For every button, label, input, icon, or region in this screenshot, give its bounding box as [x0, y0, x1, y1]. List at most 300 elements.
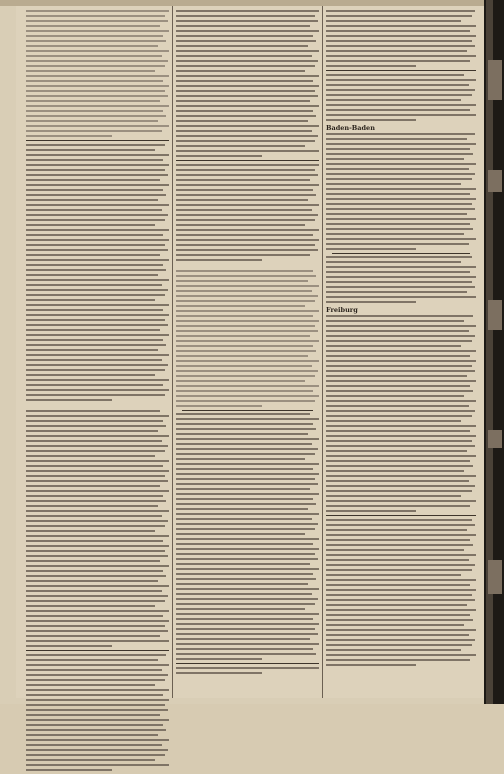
text-line	[326, 238, 476, 240]
text-line	[326, 470, 464, 472]
text-line	[26, 154, 169, 156]
column-right	[326, 10, 476, 669]
text-line	[26, 505, 158, 507]
text-line	[26, 654, 166, 656]
text-line	[326, 60, 470, 62]
text-line	[326, 609, 476, 611]
text-line	[326, 659, 470, 661]
text-line	[326, 301, 416, 303]
text-line	[26, 575, 166, 577]
text-line	[326, 45, 475, 47]
text-line	[176, 558, 318, 560]
text-line	[326, 198, 476, 200]
text-line	[326, 261, 461, 263]
text-line	[26, 339, 163, 341]
text-line	[176, 50, 319, 52]
text-line	[176, 229, 319, 231]
text-line	[326, 173, 475, 175]
section-rule	[26, 140, 169, 141]
text-line	[176, 244, 315, 246]
text-line	[26, 379, 169, 381]
text-line	[326, 559, 469, 561]
text-line	[26, 279, 169, 281]
text-line	[326, 65, 416, 67]
text-line	[176, 75, 319, 77]
text-line	[26, 704, 165, 706]
text-line	[26, 95, 168, 97]
text-line	[176, 608, 305, 610]
text-line	[26, 234, 163, 236]
place-heading: Baden-Baden	[326, 124, 375, 132]
scan-binding-edge	[484, 0, 504, 704]
text-line	[176, 463, 319, 465]
text-line	[26, 120, 158, 122]
text-line	[26, 394, 165, 396]
text-line	[176, 385, 319, 387]
text-line	[176, 224, 305, 226]
text-line	[26, 565, 169, 567]
newspaper-page	[16, 6, 484, 698]
text-line	[326, 99, 461, 101]
text-line	[176, 380, 305, 382]
text-line	[326, 74, 464, 76]
text-line	[26, 674, 168, 676]
text-line	[26, 440, 162, 442]
text-line	[176, 239, 319, 241]
text-line	[176, 355, 308, 357]
text-line	[26, 759, 155, 761]
text-line	[326, 15, 472, 17]
text-line	[176, 493, 319, 495]
text-line	[26, 530, 155, 532]
text-line	[326, 574, 461, 576]
text-line	[326, 350, 476, 352]
text-line	[26, 729, 166, 731]
text-line	[26, 699, 169, 701]
text-line	[176, 330, 318, 332]
text-line	[326, 440, 472, 442]
text-line	[326, 218, 476, 220]
text-line	[26, 610, 169, 612]
text-line	[176, 478, 315, 480]
text-line	[176, 428, 316, 430]
text-line	[26, 204, 169, 206]
text-line	[176, 468, 313, 470]
text-line	[176, 300, 315, 302]
section-rule	[326, 515, 476, 516]
text-line	[176, 295, 318, 297]
column-middle	[176, 10, 319, 677]
text-line	[326, 335, 475, 337]
text-line	[26, 80, 163, 82]
text-line	[26, 319, 165, 321]
text-line	[326, 599, 475, 601]
text-line	[176, 35, 313, 37]
text-line	[326, 649, 461, 651]
text-line	[26, 684, 155, 686]
text-line	[176, 598, 318, 600]
text-line	[326, 163, 476, 165]
text-line	[176, 184, 319, 186]
text-line	[26, 359, 162, 361]
text-line	[326, 619, 473, 621]
text-line	[26, 40, 166, 42]
text-line	[176, 145, 305, 147]
text-line	[26, 209, 162, 211]
text-line	[326, 465, 473, 467]
text-line	[326, 325, 476, 327]
text-line	[326, 614, 470, 616]
text-line	[176, 15, 315, 17]
text-line	[176, 638, 310, 640]
text-line	[26, 264, 163, 266]
text-line	[326, 271, 470, 273]
text-line	[176, 423, 313, 425]
text-line	[26, 50, 169, 52]
text-line	[26, 590, 162, 592]
text-line	[326, 604, 467, 606]
text-line	[176, 219, 315, 221]
text-line	[176, 648, 313, 650]
text-line	[326, 475, 476, 477]
text-line	[176, 290, 312, 292]
text-line	[326, 203, 472, 205]
text-line	[326, 485, 475, 487]
text-line	[176, 653, 316, 655]
text-line	[326, 490, 472, 492]
text-line	[326, 296, 476, 298]
text-line	[176, 70, 305, 72]
text-line	[26, 525, 165, 527]
text-line	[176, 623, 319, 625]
text-line	[26, 560, 160, 562]
text-line	[26, 90, 165, 92]
text-line	[26, 445, 168, 447]
text-line	[176, 254, 310, 256]
text-line	[26, 299, 155, 301]
text-line	[26, 520, 168, 522]
text-line	[176, 40, 316, 42]
text-line	[176, 672, 262, 674]
text-line	[176, 538, 319, 540]
text-line	[326, 188, 476, 190]
text-line	[26, 645, 112, 647]
text-line	[26, 749, 168, 751]
text-line	[176, 25, 310, 27]
text-line	[326, 634, 469, 636]
text-line	[326, 133, 475, 135]
text-line	[176, 563, 310, 565]
text-line	[326, 281, 472, 283]
text-line	[326, 370, 475, 372]
text-line	[176, 568, 319, 570]
text-line	[326, 178, 472, 180]
text-line	[326, 89, 475, 91]
text-line	[326, 223, 470, 225]
text-line	[326, 153, 473, 155]
text-line	[176, 528, 315, 530]
text-line	[26, 45, 158, 47]
text-line	[26, 254, 160, 256]
text-line	[176, 365, 312, 367]
text-line	[26, 679, 165, 681]
text-line	[26, 25, 160, 27]
text-line	[176, 325, 315, 327]
text-line	[326, 554, 476, 556]
text-line	[26, 304, 169, 306]
text-line	[26, 144, 165, 146]
text-line	[26, 384, 163, 386]
text-line	[176, 209, 312, 211]
text-line	[26, 294, 165, 296]
text-line	[26, 199, 158, 201]
text-line	[26, 485, 160, 487]
text-line	[176, 10, 319, 12]
text-line	[26, 435, 169, 437]
text-line	[176, 110, 313, 112]
text-line	[326, 233, 464, 235]
text-line	[176, 214, 318, 216]
text-line	[326, 654, 476, 656]
column-rule	[322, 6, 323, 698]
text-line	[176, 155, 262, 157]
text-line	[26, 374, 155, 376]
text-line	[176, 588, 319, 590]
text-line	[176, 335, 310, 337]
text-line	[176, 573, 313, 575]
text-line	[176, 280, 308, 282]
text-line	[176, 390, 313, 392]
text-line	[26, 580, 158, 582]
text-line	[176, 164, 319, 166]
text-line	[26, 244, 165, 246]
text-line	[26, 399, 112, 401]
text-line	[326, 213, 467, 215]
text-line	[326, 168, 469, 170]
text-line	[326, 360, 476, 362]
text-line	[26, 595, 168, 597]
text-line	[26, 110, 163, 112]
text-line	[26, 334, 169, 336]
text-line	[26, 15, 165, 17]
text-line	[176, 30, 319, 32]
text-line	[176, 189, 313, 191]
text-line	[326, 544, 473, 546]
text-line	[26, 100, 160, 102]
text-line	[26, 739, 169, 741]
text-line	[326, 639, 475, 641]
text-line	[176, 395, 319, 397]
text-line	[176, 169, 315, 171]
text-line	[326, 564, 475, 566]
text-line	[26, 470, 169, 472]
text-line	[326, 400, 476, 402]
text-line	[176, 305, 305, 307]
text-line	[26, 689, 169, 691]
text-line	[326, 445, 475, 447]
text-line	[26, 550, 165, 552]
section-rule	[176, 663, 319, 664]
text-line	[176, 553, 315, 555]
text-line	[26, 164, 169, 166]
text-line	[176, 633, 318, 635]
column-rule	[172, 6, 173, 698]
text-line	[26, 425, 166, 427]
text-line	[326, 183, 461, 185]
text-line	[176, 179, 310, 181]
text-line	[26, 430, 158, 432]
text-line	[326, 193, 470, 195]
text-line	[326, 410, 475, 412]
text-line	[26, 500, 166, 502]
text-line	[176, 65, 315, 67]
text-line	[26, 369, 165, 371]
text-line	[326, 430, 470, 432]
text-line	[26, 354, 169, 356]
text-line	[176, 270, 313, 272]
text-line	[176, 503, 316, 505]
text-line	[26, 754, 165, 756]
text-line	[26, 314, 169, 316]
text-line	[26, 214, 168, 216]
text-line	[26, 555, 168, 557]
text-line	[326, 584, 470, 586]
text-line	[326, 455, 476, 457]
text-line	[176, 438, 319, 440]
text-line	[26, 125, 169, 127]
text-line	[26, 344, 166, 346]
text-line	[176, 370, 318, 372]
text-line	[176, 418, 319, 420]
text-line	[26, 450, 165, 452]
text-line	[326, 340, 472, 342]
text-line	[326, 119, 416, 121]
text-line	[26, 724, 163, 726]
text-line	[326, 420, 461, 422]
text-line	[176, 80, 313, 82]
text-line	[176, 135, 318, 137]
text-line	[26, 585, 169, 587]
text-line	[26, 135, 112, 137]
text-line	[326, 355, 470, 357]
text-line	[26, 620, 169, 622]
text-line	[176, 583, 308, 585]
text-line	[326, 138, 467, 140]
text-line	[326, 539, 470, 541]
text-line	[26, 480, 168, 482]
text-line	[26, 669, 162, 671]
text-line	[176, 603, 315, 605]
text-line	[26, 364, 168, 366]
text-line	[176, 618, 313, 620]
text-line	[176, 340, 319, 342]
text-line	[326, 589, 476, 591]
text-line	[326, 158, 464, 160]
text-line	[176, 613, 319, 615]
text-line	[326, 320, 464, 322]
text-line	[326, 109, 470, 111]
text-line	[26, 769, 112, 771]
text-line	[26, 615, 163, 617]
text-line	[326, 519, 472, 521]
text-line	[26, 640, 169, 642]
text-line	[26, 10, 169, 12]
text-line	[176, 405, 262, 407]
text-line	[26, 130, 162, 132]
text-line	[326, 405, 469, 407]
text-line	[326, 385, 470, 387]
text-line	[326, 143, 476, 145]
text-line	[26, 460, 169, 462]
text-line	[326, 510, 416, 512]
text-line	[326, 315, 473, 317]
text-line	[26, 249, 168, 251]
text-line	[176, 259, 262, 261]
text-line	[26, 269, 166, 271]
text-line	[326, 114, 476, 116]
text-line	[176, 498, 313, 500]
text-line	[26, 35, 163, 37]
text-line	[326, 40, 472, 42]
text-line	[326, 208, 475, 210]
text-line	[326, 94, 472, 96]
text-line	[26, 30, 169, 32]
section-rule	[176, 160, 319, 161]
text-line	[26, 239, 169, 241]
text-line	[26, 490, 169, 492]
text-line	[326, 524, 475, 526]
text-line	[176, 150, 319, 152]
text-line	[26, 169, 165, 171]
text-line	[26, 105, 169, 107]
text-line	[326, 425, 476, 427]
text-line	[176, 413, 310, 415]
text-line	[26, 289, 168, 291]
text-line	[26, 194, 166, 196]
text-line	[326, 228, 473, 230]
text-line	[326, 148, 470, 150]
text-line	[26, 475, 165, 477]
text-line	[326, 569, 472, 571]
text-line	[26, 605, 155, 607]
text-line	[26, 284, 162, 286]
text-line	[326, 664, 416, 666]
text-line	[326, 549, 464, 551]
text-line	[326, 505, 470, 507]
text-line	[326, 460, 470, 462]
text-line	[176, 95, 318, 97]
text-line	[326, 248, 416, 250]
text-line	[326, 104, 476, 106]
text-line	[176, 350, 316, 352]
text-line	[326, 390, 473, 392]
text-line	[26, 540, 163, 542]
text-line	[26, 229, 169, 231]
text-line	[326, 256, 472, 258]
text-line	[26, 744, 162, 746]
text-line	[326, 291, 467, 293]
text-line	[176, 115, 316, 117]
text-line	[326, 55, 476, 57]
text-line	[176, 174, 318, 176]
text-line	[26, 630, 168, 632]
text-line	[26, 455, 155, 457]
text-line	[176, 548, 319, 550]
text-line	[326, 330, 469, 332]
text-line	[326, 594, 472, 596]
text-line	[326, 286, 475, 288]
text-line	[176, 473, 319, 475]
